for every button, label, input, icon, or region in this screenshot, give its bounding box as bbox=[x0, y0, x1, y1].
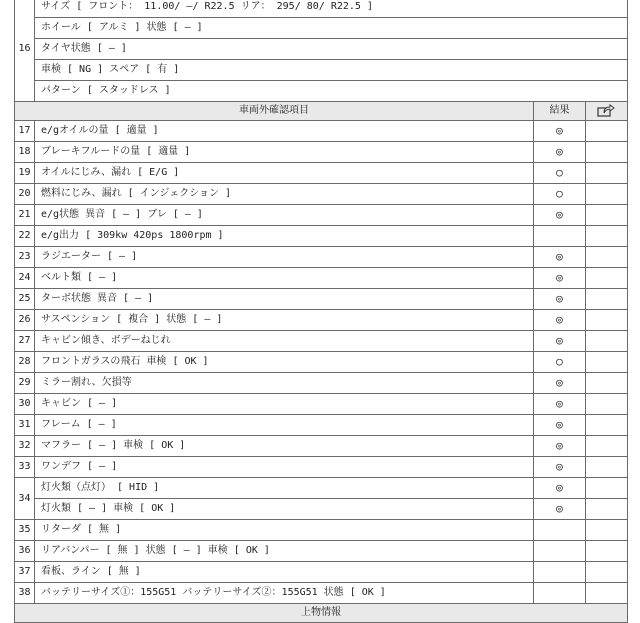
result-mark: ◎ bbox=[533, 499, 585, 520]
item-number: 29 bbox=[15, 373, 35, 394]
result-mark: ◎ bbox=[533, 121, 585, 142]
note-cell bbox=[585, 562, 627, 583]
section-title: 車両外確認項目 bbox=[15, 102, 534, 121]
note-cell bbox=[585, 163, 627, 184]
item-label: e/gオイルの量 [ 適量 ] bbox=[35, 121, 534, 142]
item-label: 灯火類 [ — ] 車検 [ OK ] bbox=[35, 499, 534, 520]
section-title: 上物情報 bbox=[15, 604, 628, 623]
note-cell bbox=[585, 331, 627, 352]
note-cell bbox=[585, 436, 627, 457]
table-row bbox=[15, 247, 628, 268]
item-label: e/g出力 [ 309kw 420ps 1800rpm ] bbox=[35, 226, 534, 247]
item-number: 36 bbox=[15, 541, 35, 562]
result-mark: ◎ bbox=[533, 436, 585, 457]
item-number: 34 bbox=[15, 478, 35, 520]
item-label: リターダ [ 無 ] bbox=[35, 520, 534, 541]
item-label: e/g状態 異音 [ — ] ブレ [ — ] bbox=[35, 205, 534, 226]
result-mark: ◎ bbox=[533, 268, 585, 289]
result-mark: ◎ bbox=[533, 373, 585, 394]
note-cell bbox=[585, 205, 627, 226]
item-number: 18 bbox=[15, 142, 35, 163]
table-row bbox=[15, 373, 628, 394]
result-mark: ○ bbox=[533, 184, 585, 205]
inspection-table-body bbox=[15, 0, 628, 623]
table-row bbox=[15, 226, 628, 247]
share-icon bbox=[596, 104, 616, 117]
table-row bbox=[15, 163, 628, 184]
note-cell bbox=[585, 142, 627, 163]
item-label: ブレーキフルードの量 [ 適量 ] bbox=[35, 142, 534, 163]
section-header bbox=[15, 102, 628, 121]
item-label: マフラー [ — ] 車検 [ OK ] bbox=[35, 436, 534, 457]
item-number: 37 bbox=[15, 562, 35, 583]
note-cell bbox=[585, 268, 627, 289]
table-row bbox=[15, 39, 628, 60]
inspection-sheet bbox=[14, 0, 628, 623]
note-cell bbox=[585, 583, 627, 604]
item-label: キャビン傾き、ボデーねじれ bbox=[35, 331, 534, 352]
note-cell bbox=[585, 184, 627, 205]
table-row bbox=[15, 142, 628, 163]
item-label: フロントガラスの飛石 車検 [ OK ] bbox=[35, 352, 534, 373]
result-mark: ◎ bbox=[533, 478, 585, 499]
item-number: 30 bbox=[15, 394, 35, 415]
result-mark bbox=[533, 520, 585, 541]
item-number: 26 bbox=[15, 310, 35, 331]
item-label: ラジエーター [ — ] bbox=[35, 247, 534, 268]
result-mark: ◎ bbox=[533, 247, 585, 268]
result-mark: ◎ bbox=[533, 142, 585, 163]
table-row bbox=[15, 457, 628, 478]
inspection-spare-row: 車検 [ NG ] スペア [ 有 ] bbox=[35, 60, 628, 81]
item-label: サスペンション [ 複合 ] 状態 [ — ] bbox=[35, 310, 534, 331]
result-mark bbox=[533, 583, 585, 604]
note-cell bbox=[585, 226, 627, 247]
note-cell bbox=[585, 310, 627, 331]
result-mark: ◎ bbox=[533, 289, 585, 310]
item-number: 27 bbox=[15, 331, 35, 352]
note-cell bbox=[585, 352, 627, 373]
table-row bbox=[15, 394, 628, 415]
table-row bbox=[15, 520, 628, 541]
note-cell bbox=[585, 373, 627, 394]
inspection-table bbox=[14, 0, 628, 623]
item-number: 32 bbox=[15, 436, 35, 457]
result-mark bbox=[533, 562, 585, 583]
tire-size-row: サイズ [ フロント： 11.00/ —/ R22.5 リア： 295/ 80/ R22.5 ] bbox=[35, 0, 628, 18]
item-number: 24 bbox=[15, 268, 35, 289]
tire-condition-row: タイヤ状態 [ — ] bbox=[35, 39, 628, 60]
table-row bbox=[15, 562, 628, 583]
item-number: 38 bbox=[15, 583, 35, 604]
result-mark: ◎ bbox=[533, 205, 585, 226]
table-row bbox=[15, 184, 628, 205]
item-label: 灯火類（点灯） [ HID ] bbox=[35, 478, 534, 499]
result-mark: ◎ bbox=[533, 415, 585, 436]
table-row bbox=[15, 541, 628, 562]
item-label: オイルにじみ、漏れ [ E/G ] bbox=[35, 163, 534, 184]
table-row bbox=[15, 18, 628, 39]
table-row bbox=[15, 205, 628, 226]
table-row bbox=[15, 415, 628, 436]
item-label: ワンデフ [ — ] bbox=[35, 457, 534, 478]
note-cell bbox=[585, 457, 627, 478]
item-number: 31 bbox=[15, 415, 35, 436]
item-label: ミラー割れ、欠損等 bbox=[35, 373, 534, 394]
result-mark bbox=[533, 226, 585, 247]
result-mark: ◎ bbox=[533, 310, 585, 331]
note-cell bbox=[585, 478, 627, 499]
item-number: 20 bbox=[15, 184, 35, 205]
note-cell bbox=[585, 121, 627, 142]
result-mark bbox=[533, 541, 585, 562]
item-label: ターボ状態 異音 [ — ] bbox=[35, 289, 534, 310]
table-row bbox=[15, 289, 628, 310]
item-number: 21 bbox=[15, 205, 35, 226]
note-cell bbox=[585, 415, 627, 436]
result-mark: ◎ bbox=[533, 394, 585, 415]
table-row bbox=[15, 0, 628, 18]
item-number: 33 bbox=[15, 457, 35, 478]
note-cell bbox=[585, 247, 627, 268]
result-mark: ◎ bbox=[533, 331, 585, 352]
note-cell bbox=[585, 541, 627, 562]
note-cell bbox=[585, 394, 627, 415]
table-row bbox=[15, 81, 628, 102]
table-row bbox=[15, 583, 628, 604]
item-number: 16 bbox=[15, 0, 35, 102]
result-mark: ◎ bbox=[533, 457, 585, 478]
table-row bbox=[15, 478, 628, 499]
note-cell bbox=[585, 289, 627, 310]
table-row bbox=[15, 499, 628, 520]
item-number: 22 bbox=[15, 226, 35, 247]
share-button[interactable] bbox=[585, 102, 627, 121]
table-row bbox=[15, 310, 628, 331]
table-row bbox=[15, 436, 628, 457]
wheel-row: ホイール [ アルミ ] 状態 [ — ] bbox=[35, 18, 628, 39]
note-cell bbox=[585, 499, 627, 520]
item-label: 看板、ライン [ 無 ] bbox=[35, 562, 534, 583]
result-mark: ○ bbox=[533, 163, 585, 184]
item-number: 19 bbox=[15, 163, 35, 184]
table-row bbox=[15, 121, 628, 142]
item-label: フレーム [ — ] bbox=[35, 415, 534, 436]
item-number: 35 bbox=[15, 520, 35, 541]
item-number: 28 bbox=[15, 352, 35, 373]
item-number: 23 bbox=[15, 247, 35, 268]
item-number: 17 bbox=[15, 121, 35, 142]
result-header: 結果 bbox=[533, 102, 585, 121]
item-label: バッテリーサイズ①：155G51 バッテリーサイズ②：155G51 状態 [ OK ] bbox=[35, 583, 534, 604]
result-mark: ○ bbox=[533, 352, 585, 373]
item-label: キャビン [ — ] bbox=[35, 394, 534, 415]
note-cell bbox=[585, 520, 627, 541]
tire-pattern-row: パターン [ スタッドレス ] bbox=[35, 81, 628, 102]
table-row bbox=[15, 331, 628, 352]
item-label: リアバンパー [ 無 ] 状態 [ — ] 車検 [ OK ] bbox=[35, 541, 534, 562]
item-number: 25 bbox=[15, 289, 35, 310]
section-header-vehicle-body bbox=[15, 604, 628, 623]
table-row bbox=[15, 268, 628, 289]
table-row bbox=[15, 60, 628, 81]
item-label: 燃料にじみ、漏れ [ インジェクション ] bbox=[35, 184, 534, 205]
table-row bbox=[15, 352, 628, 373]
item-label: ベルト類 [ — ] bbox=[35, 268, 534, 289]
